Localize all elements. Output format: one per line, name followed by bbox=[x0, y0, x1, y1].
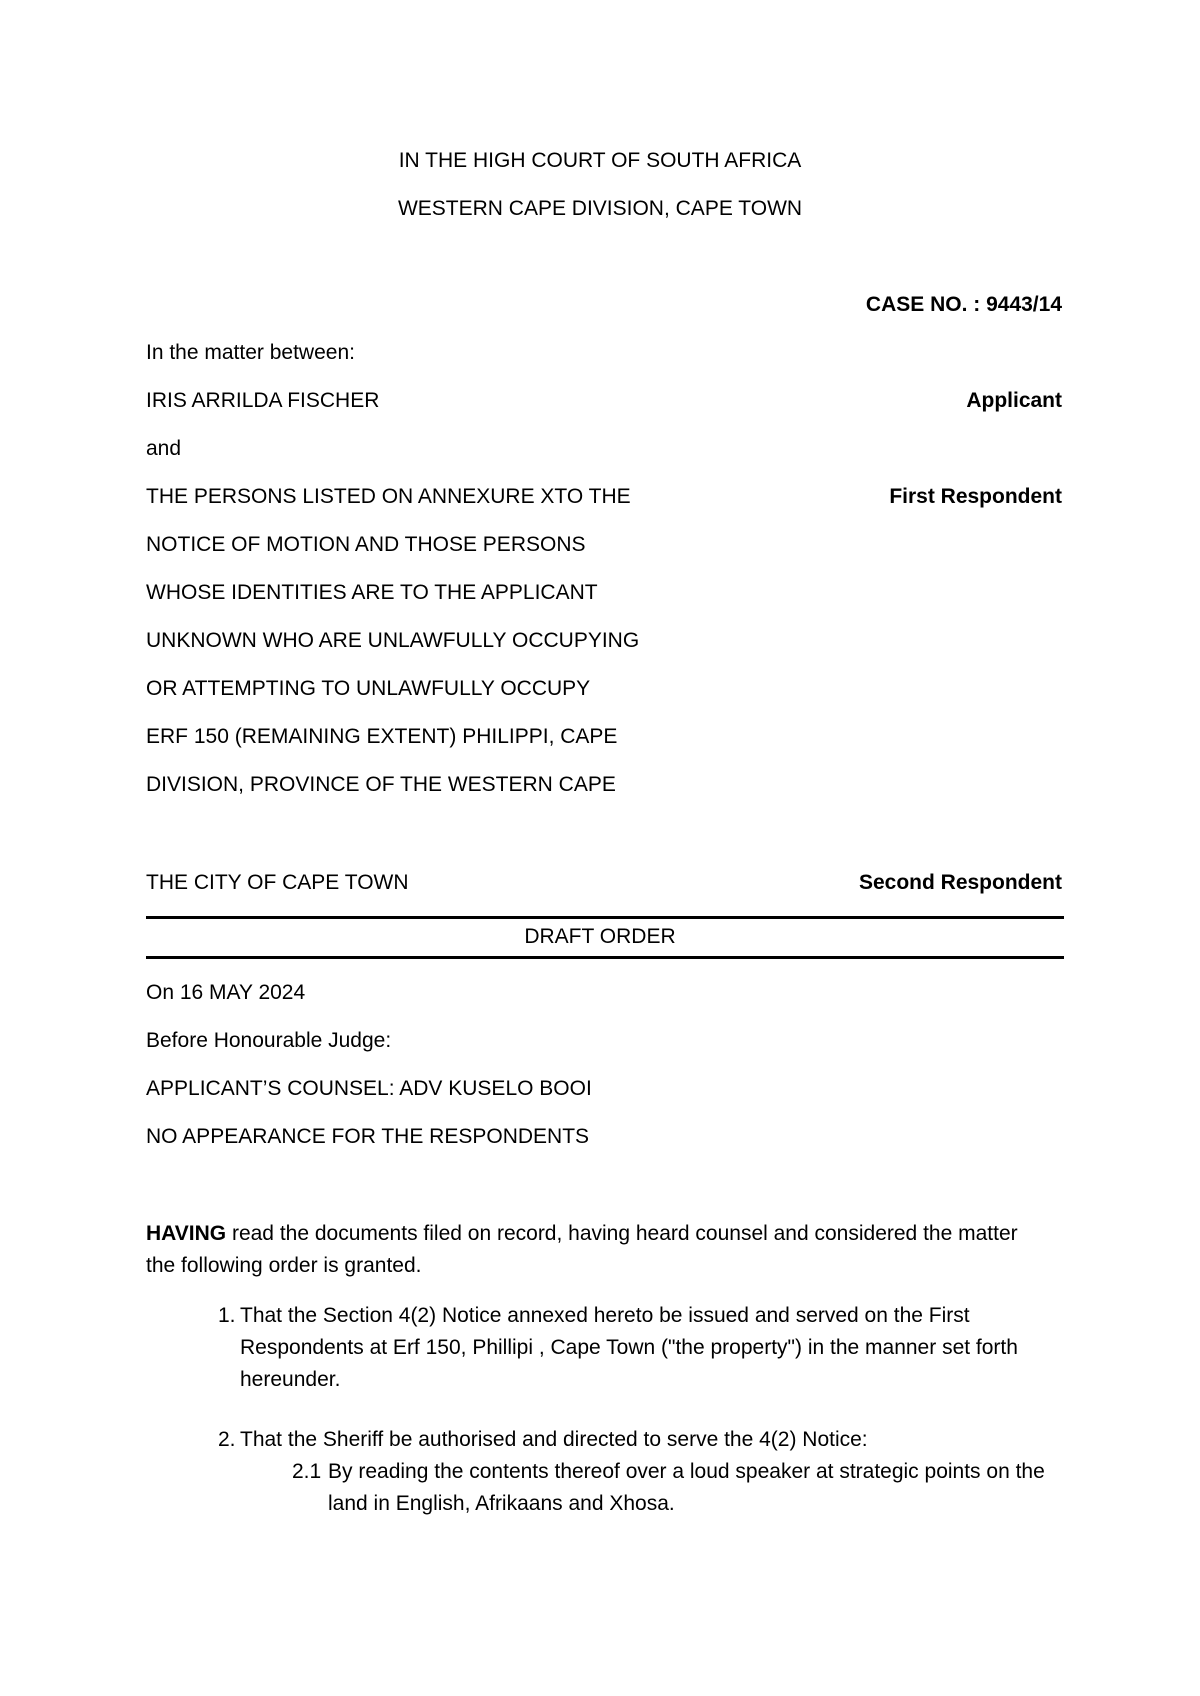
bottom-rule bbox=[146, 956, 1064, 959]
first-respondent-line: ERF 150 (REMAINING EXTENT) PHILIPPI, CAPE bbox=[146, 725, 618, 748]
order-text: That the Sheriff be authorised and directed to serve the 4(2) Notice: bbox=[240, 1428, 868, 1451]
first-respondent-line: UNKNOWN WHO ARE UNLAWFULLY OCCUPYING bbox=[146, 629, 640, 652]
hearing-date: On 16 MAY 2024 bbox=[146, 981, 306, 1004]
court-division: WESTERN CAPE DIVISION, CAPE TOWN bbox=[397, 197, 803, 220]
hearing-judge: Before Honourable Judge: bbox=[146, 1029, 392, 1052]
top-rule bbox=[146, 916, 1064, 919]
court-name: IN THE HIGH COURT OF SOUTH AFRICA bbox=[398, 149, 802, 172]
applicant-name: IRIS ARRILDA FISCHER bbox=[146, 389, 380, 412]
first-respondent-line: THE PERSONS LISTED ON ANNEXURE XTO THE bbox=[146, 485, 631, 508]
preamble-paragraph bbox=[146, 1218, 1046, 1282]
first-respondent-line: OR ATTEMPTING TO UNLAWFULLY OCCUPY bbox=[146, 677, 591, 700]
and-text: and bbox=[146, 437, 182, 460]
draft-order-title: DRAFT ORDER bbox=[524, 925, 676, 948]
first-respondent-role: First Respondent bbox=[889, 485, 1062, 508]
sub-order-text: By reading the contents thereof over a loud speaker at strategic points on the land in English, Afrikaans and Xhosa. bbox=[328, 1460, 1045, 1515]
preamble-lead: HAVING bbox=[146, 1222, 227, 1245]
applicant-role: Applicant bbox=[966, 389, 1062, 412]
order-number: 1. bbox=[218, 1304, 236, 1327]
order-text: That the Section 4(2) Notice annexed hereto be issued and served on the First Respondents at Erf 150, Phillipi , Cape Town ("the property") in the manner set forth hereunder. bbox=[240, 1304, 1018, 1391]
second-respondent-role: Second Respondent bbox=[858, 871, 1062, 894]
first-respondent-line: DIVISION, PROVINCE OF THE WESTERN CAPE bbox=[146, 773, 616, 796]
first-respondent-line: NOTICE OF MOTION AND THOSE PERSONS bbox=[146, 533, 586, 556]
preamble-text: read the documents filed on record, having heard counsel and considered the matter the following order is granted. bbox=[146, 1222, 1018, 1277]
respondents-appearance: NO APPEARANCE FOR THE RESPONDENTS bbox=[146, 1125, 590, 1148]
second-respondent-name: THE CITY OF CAPE TOWN bbox=[146, 871, 409, 894]
applicant-counsel: APPLICANT’S COUNSEL: ADV KUSELO BOOI bbox=[146, 1077, 592, 1100]
sub-order-number: 2.1 bbox=[292, 1460, 322, 1483]
first-respondent-line: WHOSE IDENTITIES ARE TO THE APPLICANT bbox=[146, 581, 598, 604]
case-number: CASE NO. : 9443/14 bbox=[865, 293, 1062, 316]
order-number: 2. bbox=[218, 1428, 236, 1451]
matter-between: In the matter between: bbox=[146, 341, 355, 364]
